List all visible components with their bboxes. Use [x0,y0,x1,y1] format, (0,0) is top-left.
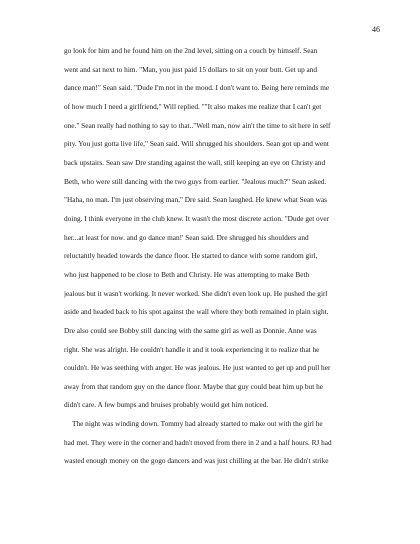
text-line: wasted enough money on the gogo dancers and was just chilling at the bar. He didn't strike [64,456,329,466]
text-line: who just happened to be close to Beth and Christy. He was attempting to make Beth [64,269,310,279]
text-line: couldn't. He was seething with anger. He was jealous. He just wanted to get up and pull her [64,363,331,373]
paragraph-start-line: The night was winding down. Tommy had already started to make out with the girl he [72,419,323,429]
text-line: jealous but it wasn't working. It never worked. She didn't even look up. He pushed the girl [64,288,328,298]
text-line: back upstairs. Sean saw Dre standing against the wall, still keeping an eye on Christy and [64,157,326,167]
text-line: went and sat next to him. "Man, you just paid 15 dollars to sit on your butt. Get up and [64,64,318,74]
text-line: doing. I think everyone in the club knew. It wasn't the most discrete action. "Dude get over [64,213,330,223]
text-line: had met. They were in the corner and hadn't moved from there in 2 and a half hours. RJ had [64,437,332,447]
text-line: Dre also could see Bobby still dancing with the same girl as well as Donnie. Anne was [64,325,317,335]
text-line: away from that random guy on the dance floor. Maybe that guy could beat him up but he [64,381,323,391]
text-line: reluctantly headed towards the dance floor. He started to dance with some random girl, [64,251,318,261]
text-line: pity. You just gotta live life," Sean said. Will shrugged his shoulders. Sean got up and went [64,139,329,149]
text-line: didn't care. A few bumps and bruises probably would get him noticed. [64,400,269,410]
text-line: dance man!" Sean said. "Dude I'm not in the mood. I don't want to. Being here reminds me [64,83,330,93]
text-line: go look for him and he found him on the 2nd level, sitting on a couch by himself. Sean [64,46,318,55]
text-line: right. She was alright. He couldn't handle it and it took experiencing it to realize that he [64,344,320,354]
text-line: her...at least for now. and go dance man!' Sean said. Dre shrugged his shoulders and [64,232,309,242]
text-line: aside and headed back to his spot against the wall where they both remained in plain sight. [64,307,329,317]
text-line: of how much I need a girlfriend," Will replied. ""It also makes me realize that I can't get [64,101,322,111]
text-line: one." Sean really had nothing to say to that.."Well man, now ain't the time to sit here in self [64,120,331,130]
page-number: 46 [372,25,380,34]
text-line: Beth, who were still dancing with the two guys from earlier. "Jealous much?" Sean asked. [64,176,327,186]
text-line: "Haha, no man. I'm just observing man," Dre said. Sean laughed. He knew what Sean was [64,195,328,205]
body-text [64,42,376,471]
